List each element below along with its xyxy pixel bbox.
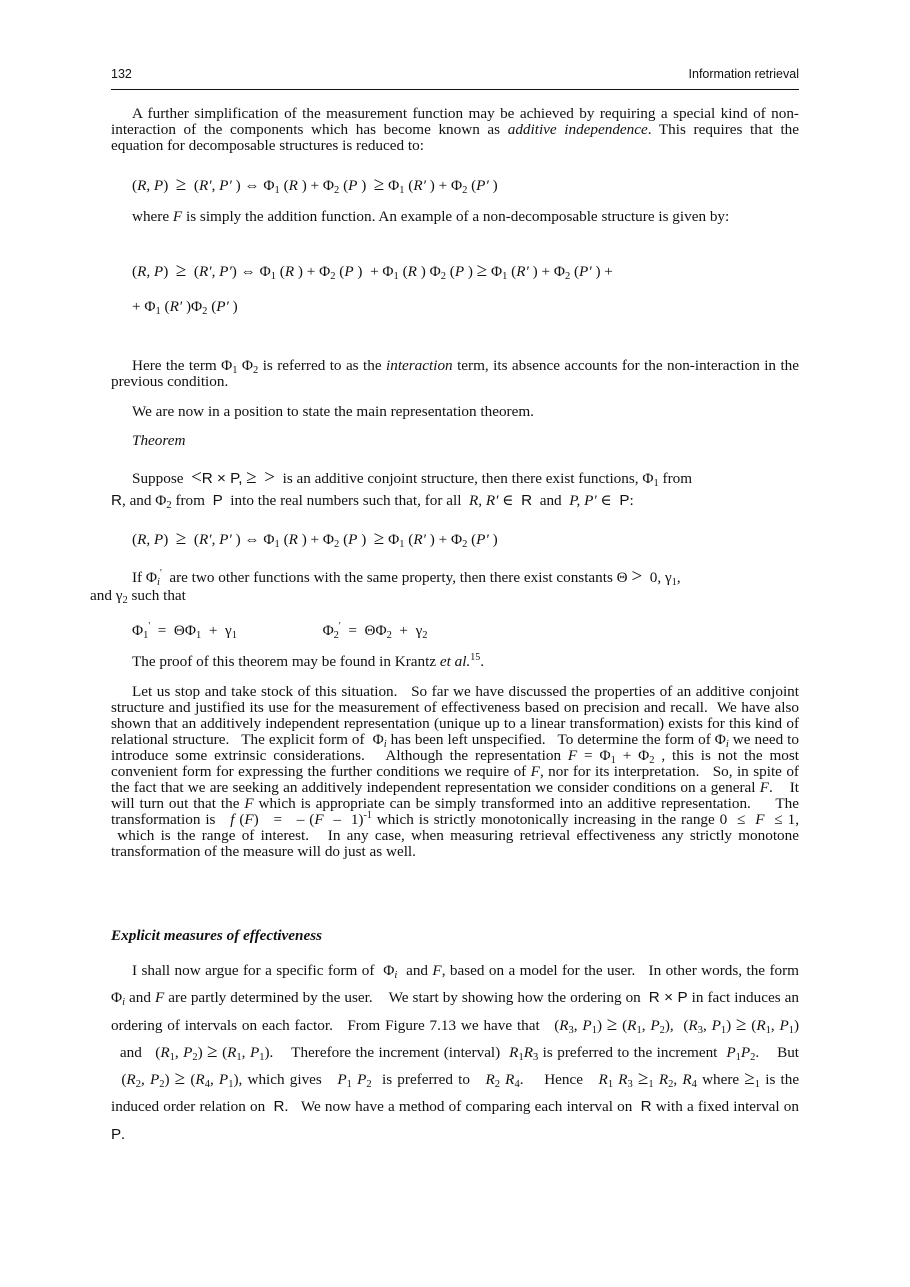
theorem-label: Theorem (132, 432, 186, 449)
running-header (111, 66, 799, 86)
equation-non-decomposable-line1: (R, P) ≥ (R′, P′) ⇔ $\Phi_1$ (R ) + $\Phi_2$ (P ) + $\Phi_1$ (R ) $\Phi_2$ (P ) ≥ $\Phi_1$ (R′ ) + $\Phi_2$ (P′ ) + (132, 260, 613, 282)
equation-linear-transform: $\Phi_1' = \Theta\Phi_1 + \gamma_1$ $\Phi_2' = \Theta\Phi_2 + \gamma_2$ (132, 621, 428, 641)
paragraph-explicit-measures: I shall now argue for a specific form of $\Phi_i$ and F, based on a model for the user. In other words, the form $\Phi_i$ and F are partly determined by the user. We start by showing how the ordering on R × P in fact induces an ordering of intervals on each factor. From Figure 7.13 we have that ($R_3$, $P_1) \ge (R_1$, $P_2$), ($R_3$, $P_1) \ge (R_1$, $P_1$) and ($R_1$, $P_2) \ge (R_1$, $P_1$). Therefore the increment (interval) $R_1R_3$ is preferred to the increment $P_1P_2$. But ($R_2$, $P_2) \ge (R_4$, $P_1$), which gives $P_1$ $P_2$ is preferred to $R_2$ $R_4$. Hence $R_1$ $R_3 \ge_1$ $R_2$, $R_4$ where $\ge_1$ is the induced order relation on R. We now have a method of comparing each interval on R with a fixed interval on P. (111, 962, 800, 1143)
equation-additive: (R, P) ≥ (R′, P′ ) ⇔ $\Phi_1$ (R ) + $\Phi_2$ (P ) ≥ $\Phi_1$ (R′ ) + $\Phi_2$ (P′ ) (132, 174, 498, 196)
header-rule (111, 89, 799, 90)
paragraph-suppose: Suppose <R × P, ≥ > is an additive conjoint structure, then there exist functions, $\Phi_1$ from R, and $\Phi_2$ from P into the real numbers such that, for all R, R′ ∈ R and P, P′ ∈ P: (111, 467, 693, 511)
paragraph-proof-reference: The proof of this theorem may be found in Krantz et al.$^{15}$. (132, 652, 485, 670)
paragraph-addition-function: where F is simply the addition function. An example of a non-decomposable structure is given by: (132, 208, 730, 225)
section-heading: Explicit measures of effectiveness (111, 927, 323, 944)
equation-non-decomposable-line2: + $\Phi_1$ (R′ )$\Phi_2$ (P′ ) (132, 298, 238, 317)
paragraph-take-stock: Let us stop and take stock of this situation. So far we have discussed the properties of an additive conjoint structure and justified its use for the measurement of effectiveness based on precision and recall. We have also shown that an additively independent representation (unique up to a linear transformation) exists for this kind of relational structure. The explicit form of $\Phi_i$ has been left unspecified. To determine the form of $\Phi_i$ we need to introduce some extrinsic considerations. Although the representation $F = \Phi_1 + \Phi_2$ , this is not the most convenient form for expressing the further conditions we require of F, nor for its interpretation. So, in spite of the fact that we are seeking an additively independent representation we consider conditions on a general F. It will turn out that the F which is appropriate can be simply transformed into an additive representation. The transformation is f (F) = – (F – 1)$^{-1}$ which is strictly monotonically increasing in the range 0 ≤ F ≤ 1, which is the range of interest. In any case, when measuring retrieval effectiveness any strictly monotone transformation of the measure will do just as well. (111, 683, 800, 860)
paragraph-interaction-term: Here the term $\Phi_1$ $\Phi_2$ is referred to as the interaction term, its absence accounts for the non-interaction in the previous condition. (111, 357, 800, 390)
paragraph-uniqueness: If $\Phi_i'$ are two other functions with the same property, then there exist constants Θ > 0, $\gamma_1$, and $\gamma_2$ such that (90, 566, 681, 606)
page-number: 132 (111, 67, 132, 81)
equation-theorem: (R, P) ≥ (R′, P′ ) ⇔ $\Phi_1$ (R ) + $\Phi_2$ (P ) ≥ $\Phi_1$ (R′ ) + $\Phi_2$ (P′ ) (132, 528, 498, 550)
running-title: Information retrieval (688, 67, 799, 81)
paragraph-representation-theorem: We are now in a position to state the main representation theorem. (132, 403, 534, 420)
paragraph-additive-independence: A further simplification of the measurement function may be achieved by requiring a special kind of non-interaction of the components which has become known as additive independence. This requires that the equation for decomposable structures is reduced to: (111, 105, 799, 154)
